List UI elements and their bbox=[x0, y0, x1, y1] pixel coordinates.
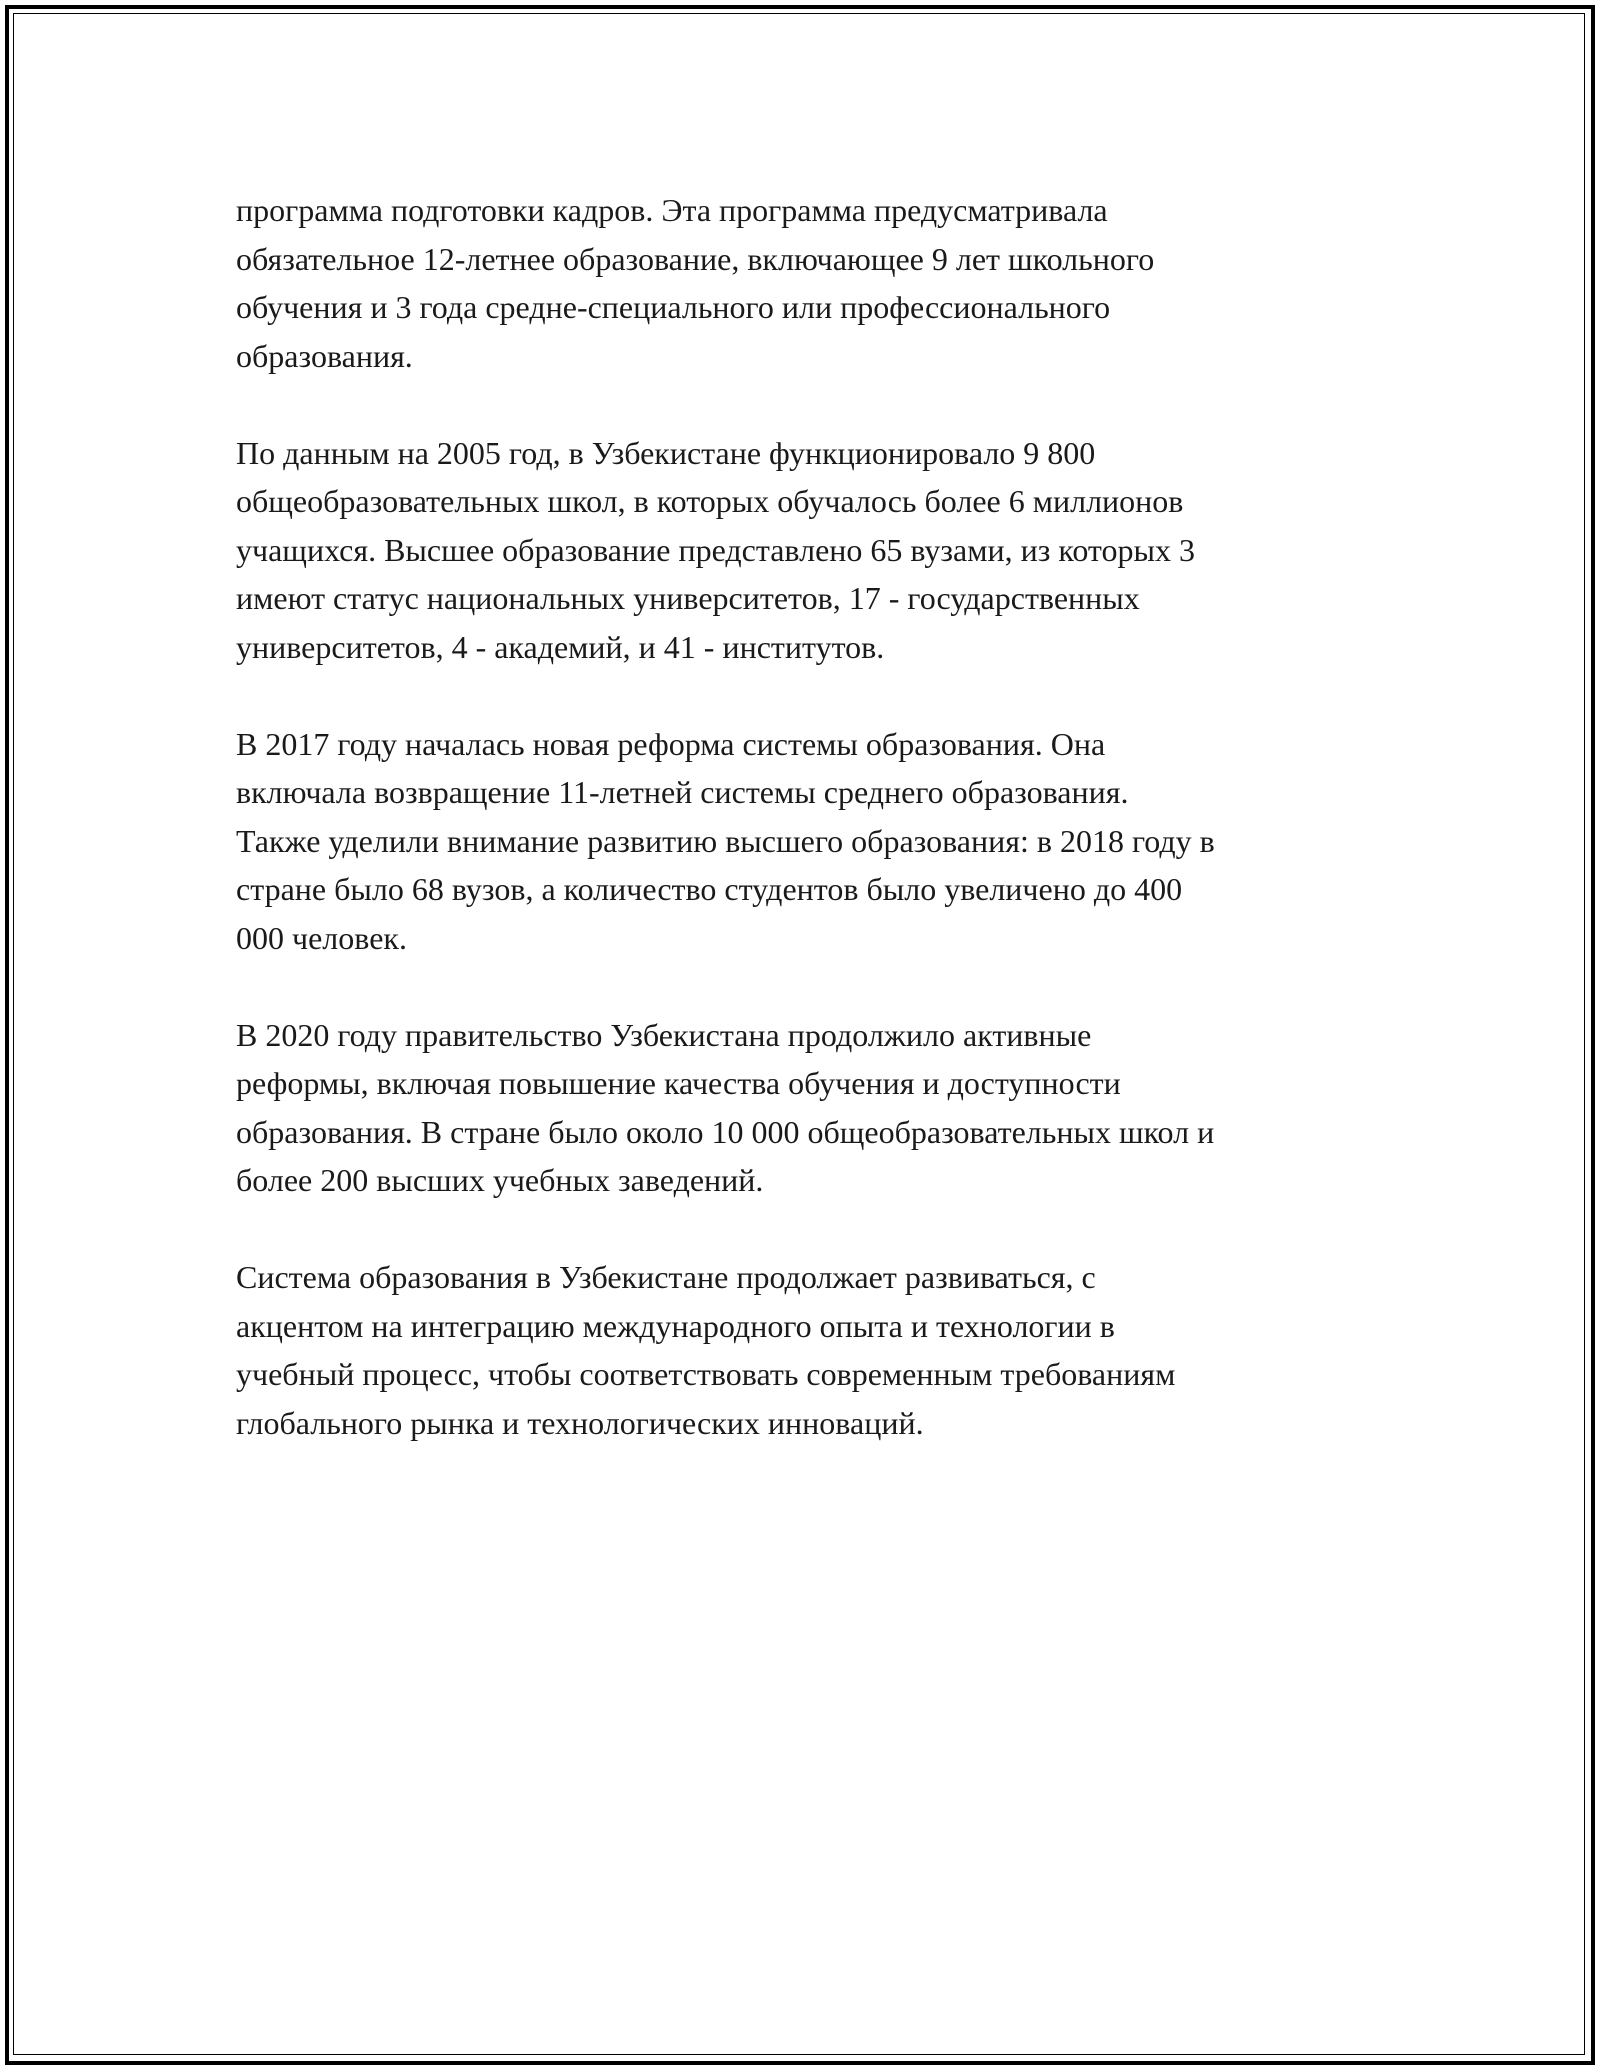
paragraph-1: программа подготовки кадров. Эта программа предусматривала обязательное 12-летнее образование, включающее 9 лет школьного обучения и 3 года средне-специального или профессионального образования. bbox=[236, 192, 1155, 374]
paragraph-4: В 2020 году правительство Узбекистана продолжило активные реформы, включая повышение качества обучения и доступности образования. В стране было около 10 000 общеобразовательных школ и более 200 высших учебных заведений. bbox=[236, 1016, 1215, 1198]
paragraph-2: По данным на 2005 год, в Узбекистане функционировало 9 800 общеобразовательных школ, в которых обучалось более 6 миллионов учащихся. Высшее образование представлено 65 вузами, из которых 3 имеют статус национальных университетов, 17 - государственных университетов, 4 - академий, и 41 - институтов. bbox=[236, 434, 1195, 665]
paragraph-3: В 2017 году началась новая реформа системы образования. Она включала возвращение 11-летней системы среднего образования. Также уделили внимание развитию высшего образования: в 2018 году в стране было 68 вузов, а количество студентов было увеличено до 400 000 человек. bbox=[236, 725, 1215, 956]
paragraph-5: Система образования в Узбекистане продолжает развиваться, с акцентом на интеграцию международного опыта и технологии в учебный процесс, чтобы соответствовать современным требованиям глобального рынка и технологических инноваций. bbox=[236, 1259, 1176, 1441]
document-body bbox=[236, 186, 1376, 1496]
